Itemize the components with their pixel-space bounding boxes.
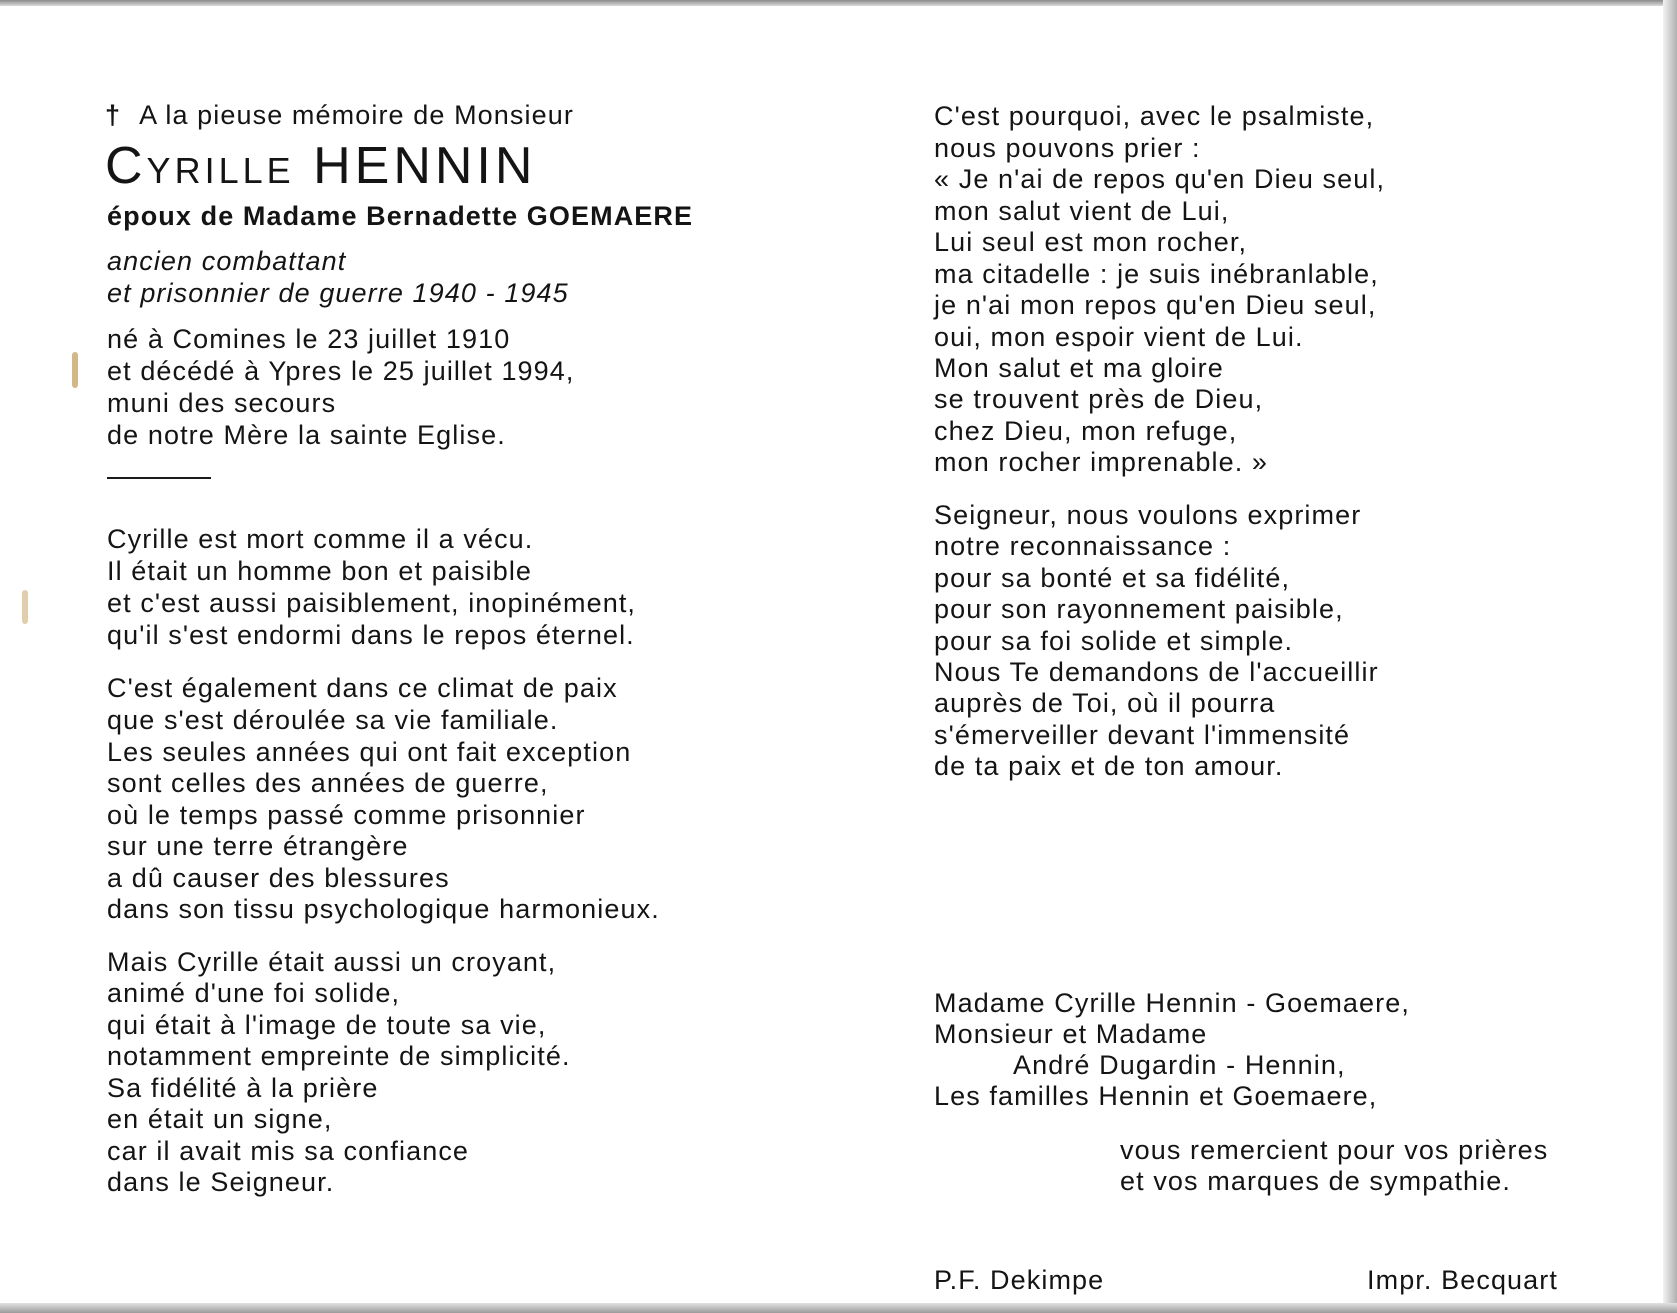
first-name: Cyrille [105, 137, 295, 195]
text-line: animé d'une foi solide, [107, 978, 401, 1008]
funeral-home: P.F. Dekimpe [934, 1265, 1105, 1295]
text-line: dans son tissu psychologique harmonieux. [107, 894, 660, 924]
text-line: que s'est déroulée sa vie familiale. [107, 705, 559, 735]
prayer-line: auprès de Toi, où il pourra [934, 688, 1276, 718]
psalm-line: mon rocher imprenable. » [934, 447, 1269, 477]
text-line: Cyrille est mort comme il a vécu. [107, 524, 534, 554]
family-line: Les familles Hennin et Goemaere, [934, 1081, 1378, 1111]
text-line: où le temps passé comme prisonnier [107, 800, 586, 830]
prayer-line: pour sa foi solide et simple. [934, 626, 1294, 656]
psalm-line: nous pouvons prier : [934, 133, 1201, 163]
scan-edge-bottom [0, 1303, 1677, 1313]
stain-mark [22, 590, 28, 624]
psalm-line: Mon salut et ma gloire [934, 353, 1224, 383]
last-name: HENNIN [313, 137, 537, 195]
psalm-line: mon salut vient de Lui, [934, 196, 1230, 226]
text-line: Les seules années qui ont fait exception [107, 737, 632, 767]
psalm-line: « Je n'ai de repos qu'en Dieu seul, [934, 164, 1386, 194]
psalm-line: se trouvent près de Dieu, [934, 384, 1264, 414]
text-line: en était un signe, [107, 1104, 333, 1134]
psalm-line: je n'ai mon repos qu'en Dieu seul, [934, 290, 1377, 320]
psalm-line: ma citadelle : je suis inébranlable, [934, 259, 1379, 289]
text-line: C'est également dans ce climat de paix [107, 673, 618, 703]
memory-line: † A la pieuse mémoire de Monsieur [105, 100, 574, 130]
life-line: né à Comines le 23 juillet 1910 [107, 324, 511, 354]
psalm-line: oui, mon espoir vient de Lui. [934, 322, 1304, 352]
stain-mark [72, 352, 78, 388]
scan-edge-top [0, 0, 1677, 6]
psalm-line: Lui seul est mon rocher, [934, 227, 1248, 257]
text-line: sont celles des années de guerre, [107, 768, 549, 798]
prayer-line: Nous Te demandons de l'accueillir [934, 657, 1379, 687]
title-line: et prisonnier de guerre 1940 - 1945 [107, 278, 569, 308]
text-line: dans le Seigneur. [107, 1167, 335, 1197]
title-line: ancien combattant [107, 246, 347, 276]
divider [107, 477, 211, 479]
prayer-line: pour sa bonté et sa fidélité, [934, 563, 1291, 593]
thanks-line: vous remercient pour vos prières [1120, 1135, 1549, 1165]
text-line: car il avait mis sa confiance [107, 1136, 470, 1166]
text-line: qu'il s'est endormi dans le repos éternel. [107, 620, 635, 650]
text-line: et c'est aussi paisiblement, inopinément, [107, 588, 637, 618]
text-line: Sa fidélité à la prière [107, 1073, 379, 1103]
text-line: sur une terre étrangère [107, 831, 409, 861]
text-line: Mais Cyrille était aussi un croyant, [107, 947, 557, 977]
deceased-name [105, 136, 536, 196]
prayer-line: notre reconnaissance : [934, 531, 1232, 561]
psalm-line: C'est pourquoi, avec le psalmiste, [934, 101, 1375, 131]
text-line: a dû causer des blessures [107, 863, 450, 893]
family-line: André Dugardin - Hennin, [1013, 1050, 1346, 1080]
scan-edge-right [1663, 0, 1677, 1313]
text-line: Il était un homme bon et paisible [107, 556, 533, 586]
thanks-line: et vos marques de sympathie. [1120, 1166, 1511, 1196]
text-line: qui était à l'image de toute sa vie, [107, 1010, 547, 1040]
prayer-line: de ta paix et de ton amour. [934, 751, 1284, 781]
family-line: Madame Cyrille Hennin - Goemaere, [934, 988, 1410, 1018]
prayer-line: s'émerveiller devant l'immensité [934, 720, 1351, 750]
text-line: notamment empreinte de simplicité. [107, 1041, 571, 1071]
life-line: muni des secours [107, 388, 337, 418]
printer-credit: Impr. Becquart [1367, 1265, 1558, 1295]
family-line: Monsieur et Madame [934, 1019, 1208, 1049]
prayer-line: Seigneur, nous voulons exprimer [934, 500, 1362, 530]
psalm-line: chez Dieu, mon refuge, [934, 416, 1238, 446]
life-line: et décédé à Ypres le 25 juillet 1994, [107, 356, 575, 386]
prayer-line: pour son rayonnement paisible, [934, 594, 1344, 624]
cross-icon: † [105, 100, 122, 130]
life-line: de notre Mère la sainte Eglise. [107, 420, 506, 450]
spouse-line: époux de Madame Bernadette GOEMAERE [107, 201, 694, 231]
